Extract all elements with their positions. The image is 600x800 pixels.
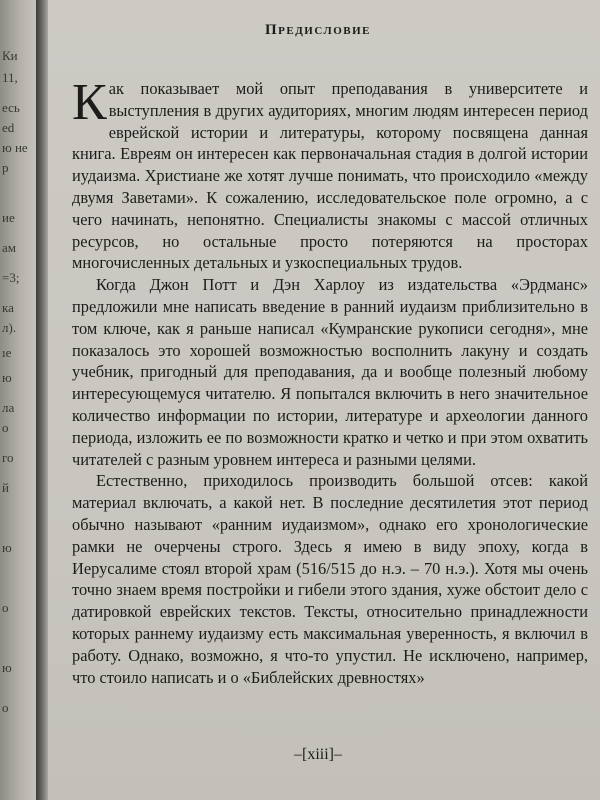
- drop-cap: К: [72, 74, 107, 131]
- left-page-fragment: л).: [2, 320, 17, 335]
- left-page-fragment: ю: [2, 370, 12, 385]
- left-page-fragment: о: [2, 600, 9, 615]
- left-page-fragment: 11,: [2, 70, 18, 85]
- paragraph-1: [72, 74, 588, 274]
- left-page-fragment: го: [2, 450, 14, 465]
- left-page-fragment: ю: [2, 660, 12, 675]
- left-page-fragment: о: [2, 420, 9, 435]
- left-page-fragment: й: [2, 480, 9, 495]
- left-page-fragment: ие: [2, 210, 15, 225]
- paragraph-2: Когда Джон Потт и Дэн Харлоу из издательства «Эрдманс» предложили мне написать введение в ранний иудаизм приблизительно в том ключе, как я раньше написал «Кумранские рукописи сегодня», мне показалось это хорошей возможностью восполнить лакуну и создать учебник, пригодный для преподавания, да и вообще полезный любому интересующемуся читателю. Я попытался включить в него значительное количество информации по истории, литературе и археологии данного периода, изложить ее по возможности кратко и четко и при этом охватить читателей с разным уровнем интереса и разными целями.: [72, 275, 588, 469]
- left-page-fragment: р: [2, 160, 9, 175]
- left-page-fragment: ed: [2, 120, 15, 135]
- left-page-fragment: ю не: [2, 140, 28, 155]
- page-title: Предисловие: [265, 22, 371, 38]
- book-page: [48, 0, 600, 800]
- left-page-fragment: о: [2, 700, 9, 715]
- paragraph-3: Естественно, приходилось производить большой отсев: какой материал включать, а какой нет. В последние десятилетия этот период обычно называют «ранним иудаизмом», однако его хронологические рамки не очерчены строго. Здесь я имею в виду эпоху, когда в Иерусалиме стоял второй храм (516/515 до н.э. – 70 н.э.). Хотя мы очень точно знаем время постройки и гибели этого здания, хуже обстоит дело с датировкой еврейских текстов. Тексты, относительно принадлежности которых раннему иудаизму есть максимальная уверенность, я включил в работу. Однако, возможно, я что-то упустил. Не исключено, например, что стоило написать и о «Библейских древностях»: [72, 471, 588, 687]
- left-page-fragment: ла: [2, 400, 15, 415]
- left-page-fragment: есь: [2, 100, 20, 115]
- left-page-fragment: ка: [2, 300, 14, 315]
- left-page-fragment: ам: [2, 240, 16, 255]
- page-body: [72, 74, 588, 688]
- page-number: –[xiii]–: [294, 746, 342, 763]
- adjacent-left-page: [0, 0, 36, 800]
- left-page-fragment: Ки: [2, 48, 18, 63]
- left-page-fragment: =3;: [2, 270, 20, 285]
- left-page-fragment: ю: [2, 540, 12, 555]
- left-page-fragment: ıе: [2, 345, 12, 360]
- book-gutter: [36, 0, 48, 800]
- paragraph-1-text: ак показывает мой опыт преподавания в университете и выступления в других аудиториях, многим людям интересен период еврейской истории и литературы, которому посвящена данная книга. Евреям он интересен как первоначальная стадия в долгой истории иудаизма. Христиане же хотят лучше понимать, что происходило «между двумя Заветами». К сожалению, исследовательское поле огромно, а с чего начинать, непонятно. Специалисты знакомы с массой отличных ресурсов, но остальные просто потеряются на просторах многочисленных детальных и узкоспециальных трудов.: [72, 79, 588, 273]
